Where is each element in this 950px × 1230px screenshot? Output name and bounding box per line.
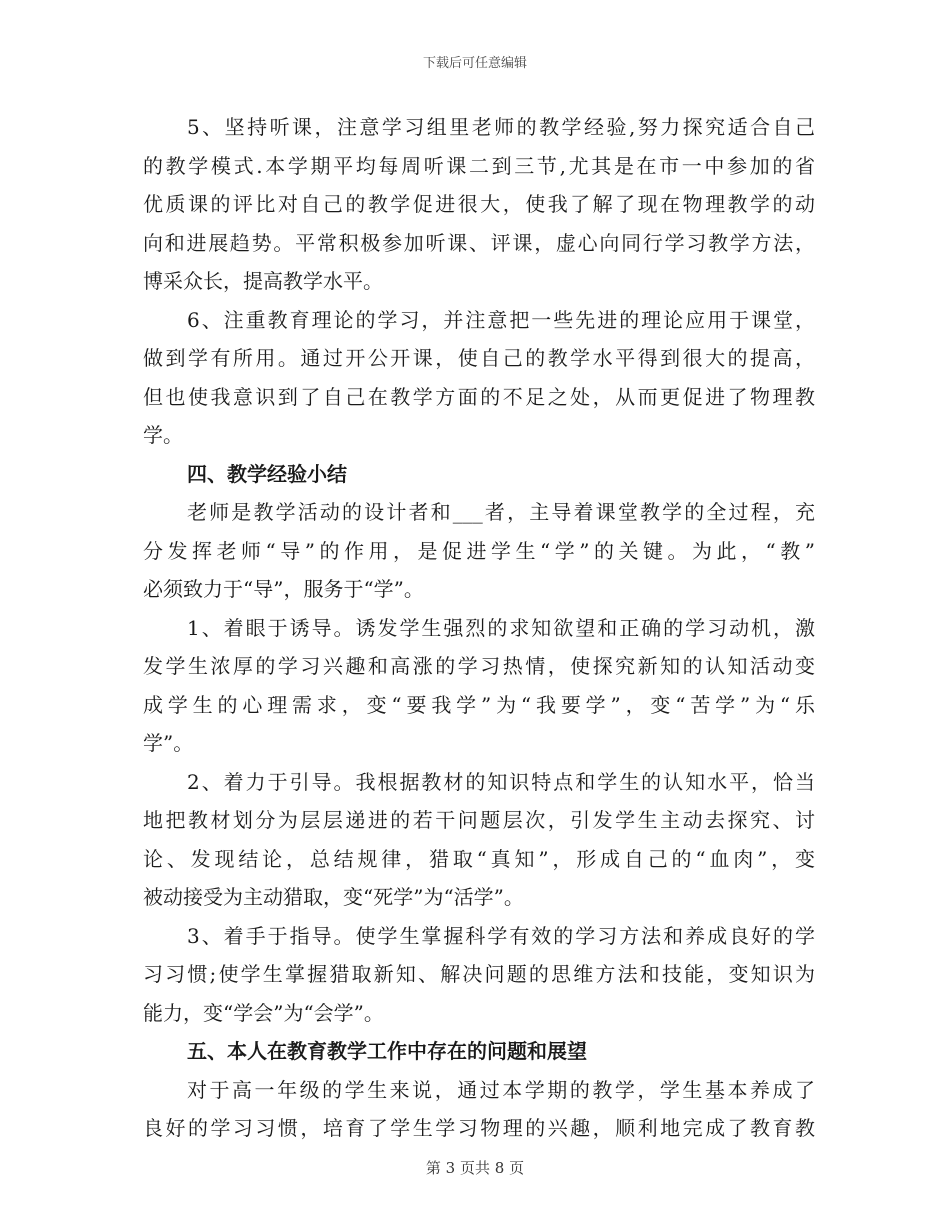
page-footer: 第 3 页共 8 页 [425, 1159, 525, 1177]
body-line: 向和进展趋势。平常积极参加听课、评课，虚心向同行学习教学方法， [143, 230, 815, 255]
body-line: 良好的学习习惯，培育了学生学习物理的兴趣，顺利地完成了教育教 [143, 1116, 815, 1140]
body-line: 做到学有所用。通过开公开课，使自己的教学水平得到很大的提高， [143, 346, 815, 370]
body-line: 老师是教学活动的设计者和___者，主导着课堂教学的全过程，充 [187, 500, 815, 524]
body-line: 分发挥老师“导”的作用，是促进学生“学”的关键。为此，“教” [143, 538, 815, 563]
body-line: 被动接受为主动猎取，变“死学”为“活学”。 [143, 885, 524, 909]
body-line: 发学生浓厚的学习兴趣和高涨的学习热情，使探究新知的认知活动变 [143, 654, 815, 678]
document-body [143, 108, 815, 1148]
body-line: 成学生的心理需求，变“要我学”为“我要学”，变“苦学”为“乐 [143, 692, 815, 717]
body-line: 但也使我意识到了自己在教学方面的不足之处，从而更促进了物理教 [143, 384, 815, 409]
body-line: 的教学模式.本学期平均每周听课二到三节,尤其是在市一中参加的省 [143, 153, 815, 178]
body-line: 学。 [143, 423, 183, 447]
body-line: 能力，变“学会”为“会学”。 [143, 1000, 384, 1025]
body-line: 学”。 [143, 731, 194, 755]
body-line: 5、坚持听课，注意学习组里老师的教学经验,努力探究适合自己 [187, 115, 815, 139]
body-line: 3、着手于指导。使学生掌握科学有效的学习方法和养成良好的学 [187, 923, 815, 948]
section-heading: 五、本人在教育教学工作中存在的问题和展望 [187, 1039, 587, 1063]
page-header: 下载后可任意编辑 [422, 56, 527, 71]
body-line: 1、着眼于诱导。诱发学生强烈的求知欲望和正确的学习动机，激 [187, 615, 815, 640]
body-line: 2、着力于引导。我根据教材的知识特点和学生的认知水平，恰当 [187, 769, 815, 794]
body-line: 博采众长，提高教学水平。 [143, 269, 383, 293]
body-line: 对于高一年级的学生来说，通过本学期的教学，学生基本养成了 [187, 1077, 815, 1102]
body-line: 论、发现结论，总结规律，猎取“真知”，形成自己的“血肉”，变 [143, 846, 815, 871]
body-line: 地把教材划分为层层递进的若干问题层次，引发学生主动去探究、讨 [143, 808, 815, 832]
body-line: 必须致力于“导”，服务于“学”。 [143, 577, 424, 601]
body-line: 习习惯;使学生掌握猎取新知、解决问题的思维方法和技能，变知识为 [143, 962, 815, 986]
section-heading: 四、教学经验小结 [187, 461, 347, 486]
body-line: 6、注重教育理论的学习，并注意把一些先进的理论应用于课堂， [187, 307, 815, 332]
body-line: 优质课的评比对自己的教学促进很大，使我了解了现在物理教学的动 [143, 192, 815, 216]
